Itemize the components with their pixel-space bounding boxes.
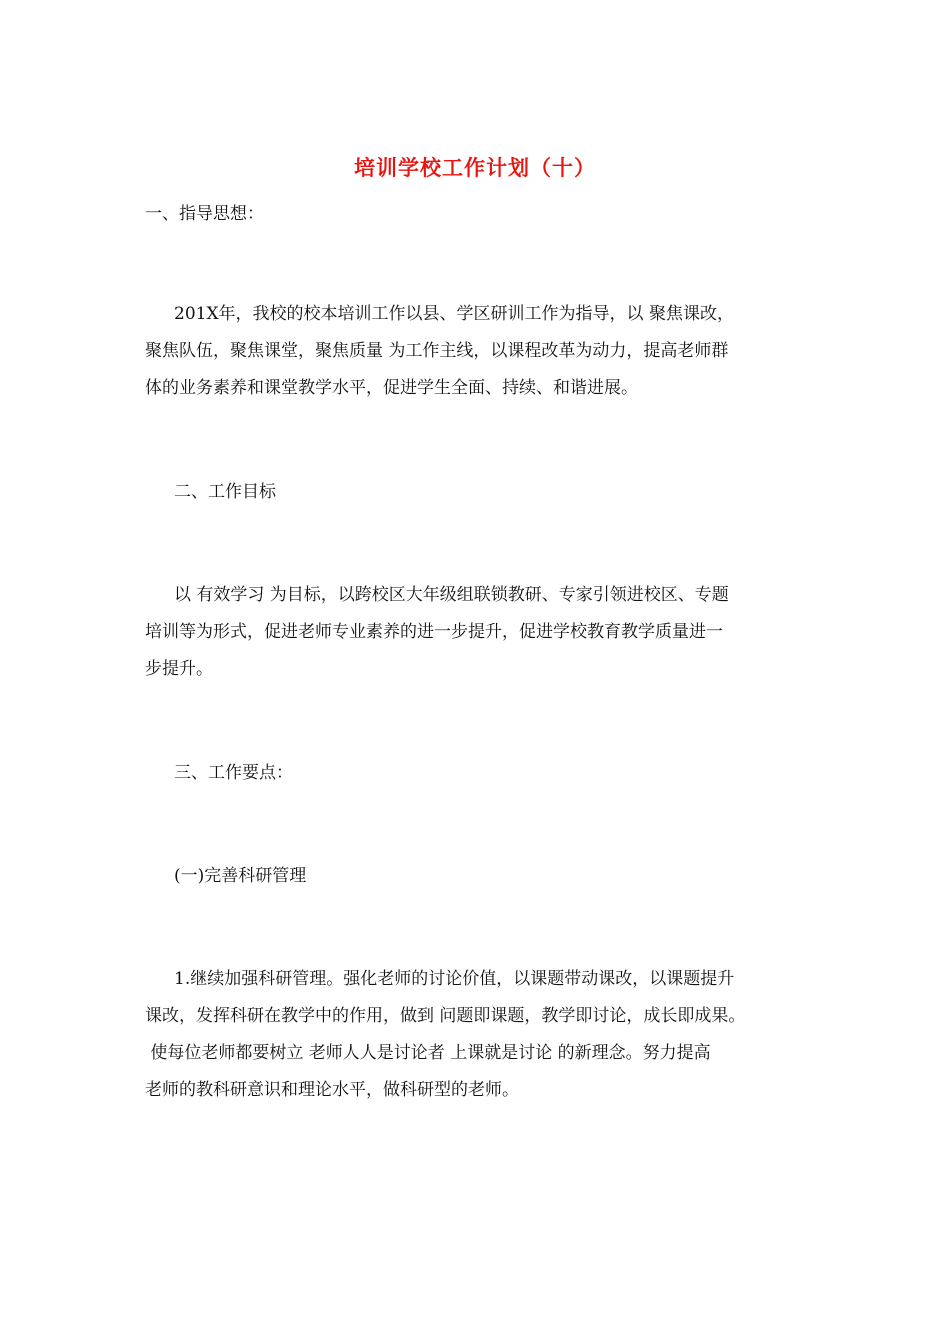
paragraph-work-goals — [145, 577, 817, 688]
paragraph-line: 培训等为形式，促进老师专业素养的进一步提升，促进学校教育教学质量进一 — [145, 622, 723, 642]
paragraph-line: 201X年，我校的校本培训工作以县、学区研训工作为指导，以 聚焦课改， — [174, 304, 734, 324]
paragraph-line: 老师的教科研意识和理论水平，做科研型的老师。 — [145, 1080, 519, 1100]
section-heading-work-goals: 二、工作目标 — [174, 482, 276, 502]
paragraph-research-management-item1 — [145, 961, 817, 1109]
paragraph-line: 步提升。 — [145, 659, 213, 679]
paragraph-guiding-ideology — [145, 296, 817, 407]
paragraph-line: 使每位老师都要树立 老师人人是讨论者 上课就是讨论 的新理念。努力提高 — [145, 1043, 711, 1063]
section-heading-work-points: 三、工作要点： — [174, 763, 293, 783]
paragraph-line: 课改，发挥科研在教学中的作用，做到 问题即课题，教学即讨论，成长即成果。 — [145, 1006, 746, 1026]
paragraph-line: 聚焦队伍，聚焦课堂，聚焦质量 为工作主线，以课程改革为动力，提高老师群 — [145, 341, 729, 361]
paragraph-line: 以 有效学习 为目标，以跨校区大年级组联锁教研、专家引领进校区、专题 — [174, 585, 729, 605]
subsection-heading-research-management: (一)完善科研管理 — [174, 866, 307, 886]
paragraph-line: 1.继续加强科研管理。强化老师的讨论价值，以课题带动课改，以课题提升 — [174, 969, 735, 989]
paragraph-line: 体的业务素养和课堂教学水平，促进学生全面、持续、和谐进展。 — [145, 378, 638, 398]
section-heading-guiding-ideology: 一、指导思想： — [145, 204, 264, 224]
document-title: 培训学校工作计划（十） — [354, 155, 596, 180]
